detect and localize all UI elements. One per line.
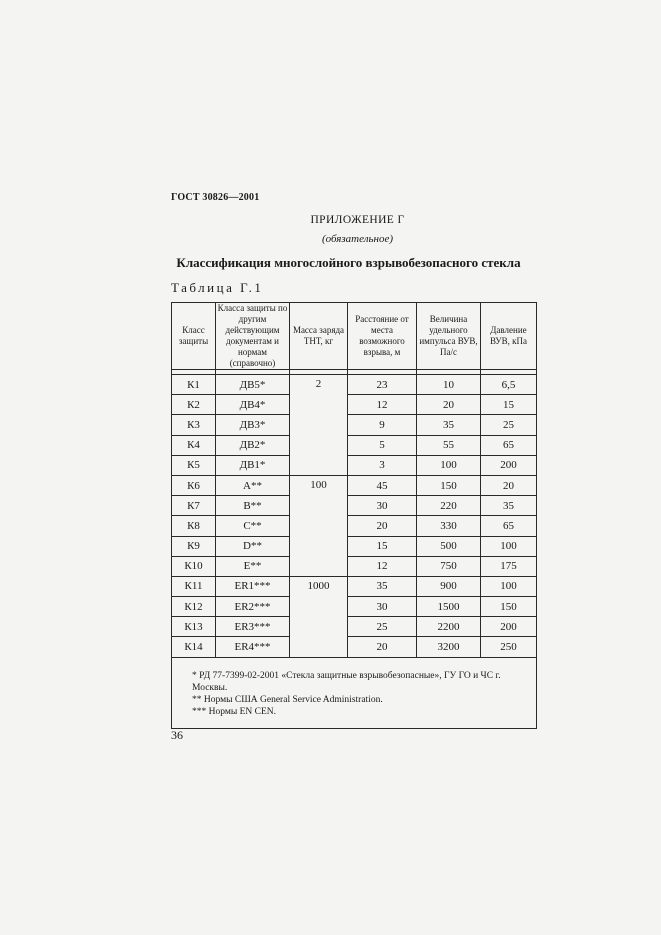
- page-title: Классификация многослойного взрывобезопасного стекла: [176, 255, 521, 270]
- cell-impulse: 100: [417, 455, 481, 475]
- cell-other-class: С**: [216, 516, 290, 536]
- cell-impulse: 500: [417, 536, 481, 556]
- document-id: ГОСТ 30826—2001: [171, 192, 260, 203]
- cell-impulse: 10: [417, 375, 481, 395]
- cell-distance: 20: [348, 637, 417, 657]
- table-caption: Таблица Г.1: [171, 280, 264, 295]
- cell-tnt-mass: [290, 556, 348, 576]
- footnotes-row: [172, 657, 537, 728]
- footnote-1: * РД 77-7399-02-2001 «Стекла защитные взрывобезопасные», ГУ ГО и ЧС г. Москвы.: [192, 670, 501, 693]
- footnote-3: *** Нормы EN CEN.: [192, 706, 277, 717]
- table-row: [172, 516, 537, 536]
- cell-tnt-mass: [290, 637, 348, 657]
- cell-class: К4: [172, 435, 216, 455]
- cell-impulse: 2200: [417, 617, 481, 637]
- table-row: [172, 556, 537, 576]
- header-tnt-mass: Масса заряда ТНТ, кг: [290, 303, 348, 370]
- appendix-status: (обязательное): [321, 233, 394, 245]
- cell-distance: 23: [348, 375, 417, 395]
- cell-impulse: 35: [417, 415, 481, 435]
- cell-other-class: ДВ4*: [216, 395, 290, 415]
- table-header-row: [172, 303, 537, 370]
- cell-distance: 12: [348, 395, 417, 415]
- table-row: [172, 576, 537, 596]
- cell-distance: 45: [348, 475, 417, 495]
- table-body: [172, 370, 537, 658]
- cell-distance: 25: [348, 617, 417, 637]
- cell-pressure: 175: [481, 556, 537, 576]
- footnotes: [172, 657, 537, 728]
- cell-tnt-mass: [290, 617, 348, 637]
- cell-pressure: 25: [481, 415, 537, 435]
- cell-distance: 30: [348, 496, 417, 516]
- cell-class: К1: [172, 375, 216, 395]
- table-row: [172, 435, 537, 455]
- table-row: [172, 415, 537, 435]
- cell-other-class: ER1***: [216, 576, 290, 596]
- cell-distance: 5: [348, 435, 417, 455]
- cell-class: К8: [172, 516, 216, 536]
- header-impulse: Величина удельного импульса ВУВ, Па/с: [417, 303, 481, 370]
- table-row: [172, 375, 537, 395]
- cell-distance: 35: [348, 576, 417, 596]
- cell-tnt-mass: [290, 415, 348, 435]
- table-row: [172, 475, 537, 495]
- cell-impulse: 330: [417, 516, 481, 536]
- cell-tnt-mass: [290, 496, 348, 516]
- cell-pressure: 6,5: [481, 375, 537, 395]
- cell-other-class: А**: [216, 475, 290, 495]
- cell-pressure: 35: [481, 496, 537, 516]
- cell-class: К5: [172, 455, 216, 475]
- table-row: [172, 617, 537, 637]
- cell-impulse: 220: [417, 496, 481, 516]
- appendix-label: ПРИЛОЖЕНИЕ Г: [310, 214, 405, 226]
- cell-class: К9: [172, 536, 216, 556]
- cell-other-class: ER2***: [216, 597, 290, 617]
- cell-class: К12: [172, 597, 216, 617]
- cell-other-class: ДВ5*: [216, 375, 290, 395]
- header-distance: Расстояние от места возможного взрыва, м: [348, 303, 417, 370]
- cell-other-class: ДВ1*: [216, 455, 290, 475]
- cell-impulse: 3200: [417, 637, 481, 657]
- cell-impulse: 20: [417, 395, 481, 415]
- table-row: [172, 536, 537, 556]
- cell-pressure: 65: [481, 435, 537, 455]
- cell-pressure: 200: [481, 455, 537, 475]
- cell-tnt-mass: [290, 516, 348, 536]
- cell-tnt-mass: [290, 455, 348, 475]
- cell-impulse: 150: [417, 475, 481, 495]
- cell-distance: 15: [348, 536, 417, 556]
- header-protection-class: Класс защиты: [172, 303, 216, 370]
- table-row: [172, 637, 537, 657]
- table-row: [172, 455, 537, 475]
- cell-distance: 3: [348, 455, 417, 475]
- cell-tnt-mass: [290, 597, 348, 617]
- cell-impulse: 55: [417, 435, 481, 455]
- cell-class: К11: [172, 576, 216, 596]
- cell-pressure: 65: [481, 516, 537, 536]
- header-pressure: Давление ВУВ, кПа: [481, 303, 537, 370]
- cell-impulse: 750: [417, 556, 481, 576]
- cell-other-class: ER3***: [216, 617, 290, 637]
- cell-tnt-mass: [290, 435, 348, 455]
- cell-class: К10: [172, 556, 216, 576]
- cell-impulse: 900: [417, 576, 481, 596]
- cell-class: К6: [172, 475, 216, 495]
- table-row: [172, 597, 537, 617]
- cell-distance: 30: [348, 597, 417, 617]
- table-row: [172, 496, 537, 516]
- cell-class: К3: [172, 415, 216, 435]
- cell-tnt-mass: 2: [290, 375, 348, 395]
- cell-other-class: D**: [216, 536, 290, 556]
- classification-table: [171, 302, 537, 729]
- cell-impulse: 1500: [417, 597, 481, 617]
- cell-other-class: ER4***: [216, 637, 290, 657]
- cell-other-class: В**: [216, 496, 290, 516]
- cell-pressure: 150: [481, 597, 537, 617]
- cell-class: К7: [172, 496, 216, 516]
- cell-pressure: 100: [481, 536, 537, 556]
- cell-tnt-mass: 1000: [290, 576, 348, 596]
- cell-distance: 12: [348, 556, 417, 576]
- cell-class: К14: [172, 637, 216, 657]
- cell-distance: 20: [348, 516, 417, 536]
- cell-other-class: ДВ2*: [216, 435, 290, 455]
- cell-other-class: Е**: [216, 556, 290, 576]
- cell-pressure: 200: [481, 617, 537, 637]
- header-other-class: Класса защиты по другим действующим документам и нормам (справочно): [216, 303, 290, 370]
- cell-pressure: 15: [481, 395, 537, 415]
- cell-pressure: 250: [481, 637, 537, 657]
- cell-class: К13: [172, 617, 216, 637]
- cell-other-class: ДВ3*: [216, 415, 290, 435]
- cell-tnt-mass: [290, 395, 348, 415]
- page-number: 36: [171, 728, 183, 742]
- cell-class: К2: [172, 395, 216, 415]
- cell-distance: 9: [348, 415, 417, 435]
- cell-pressure: 20: [481, 475, 537, 495]
- footnote-2: ** Нормы США General Service Administration.: [192, 694, 383, 705]
- cell-tnt-mass: 100: [290, 475, 348, 495]
- cell-tnt-mass: [290, 536, 348, 556]
- table-row: [172, 395, 537, 415]
- cell-pressure: 100: [481, 576, 537, 596]
